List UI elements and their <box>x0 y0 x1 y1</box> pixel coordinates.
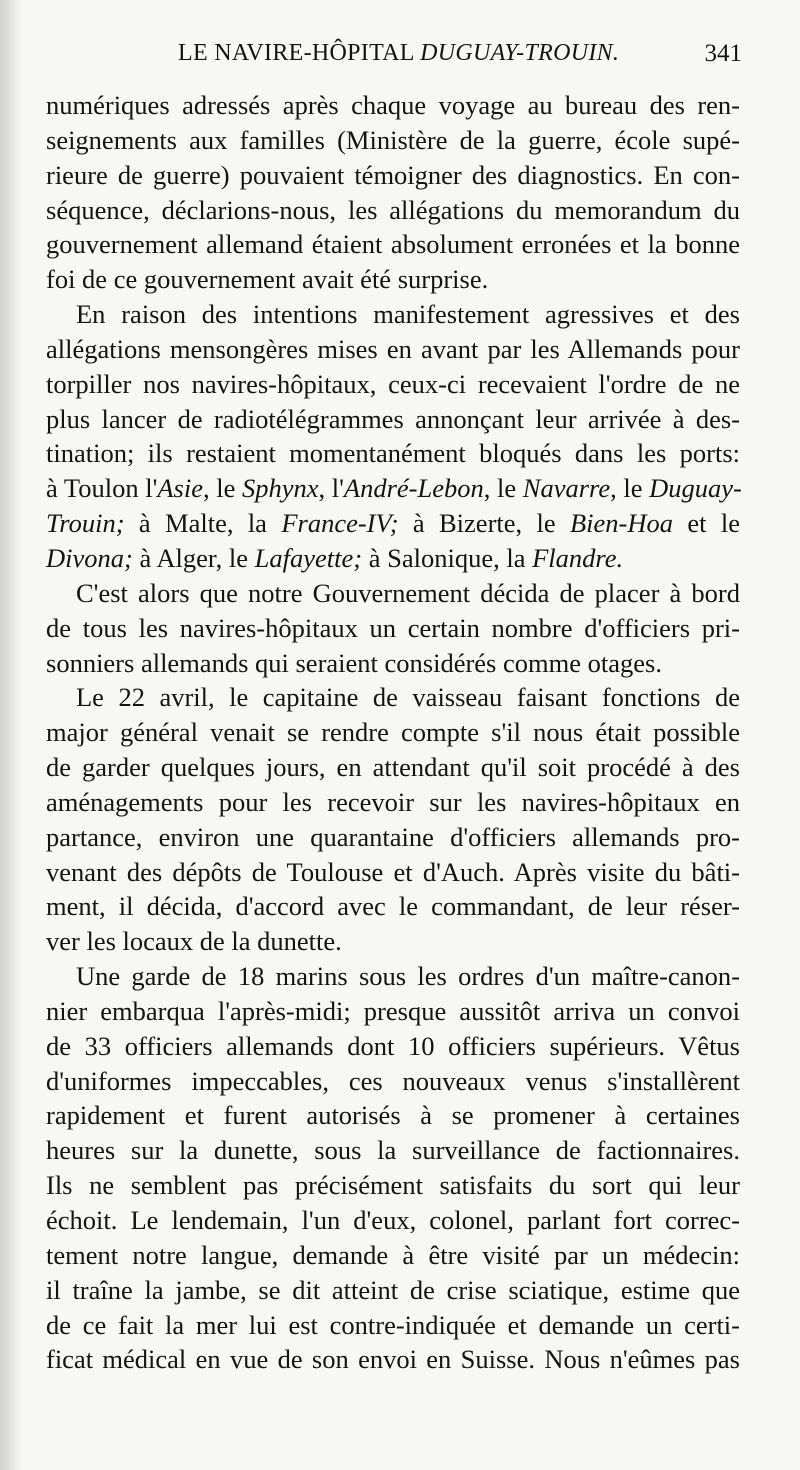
text-line: de ce fait la mer lui est contre-indiquée et demande un certi- <box>46 1309 740 1340</box>
ship-name: Flandre. <box>532 542 624 573</box>
text-line: d'uniformes impeccables, ces nouveaux venus s'installèrent <box>46 1065 740 1096</box>
text-line: tement notre langue, demande à être visité par un médecin: <box>46 1239 740 1270</box>
ship-name: André-Lebon <box>343 473 484 504</box>
text-line: torpiller nos navires-hôpitaux, ceux-ci recevaient l'ordre de ne <box>46 368 740 399</box>
text-run: , l' <box>318 473 344 504</box>
page-edge-shadow <box>0 0 22 1470</box>
text-line: de tous les navires-hôpitaux un certain nombre d'officiers pri- <box>46 612 740 643</box>
text-line: foi de ce gouvernement avait été surprise. <box>46 264 489 295</box>
running-head-ship: DUGUAY-TROUIN. <box>420 40 620 66</box>
text-line-mixed <box>46 541 740 576</box>
text-run: à Toulon l' <box>46 473 158 504</box>
text-line: allégations mensongères mises en avant par les Allemands pour <box>46 333 740 364</box>
text-run: à Salonique, la <box>362 542 533 573</box>
text-line: nier embarqua l'après-midi; presque aussitôt arriva un convoi <box>46 995 740 1026</box>
text-line: ficat médical en vue de son envoi en Suisse. Nous n'eûmes pas <box>46 1344 740 1375</box>
text-line: partance, environ une quarantaine d'officiers allemands pro- <box>46 821 740 852</box>
text-line: séquence, déclarions-nous, les allégations du memorandum du <box>46 194 740 225</box>
text-line: aménagements pour les recevoir sur les navires-hôpitaux en <box>46 786 740 817</box>
text-run: , le <box>483 473 523 504</box>
text-line: rapidement et furent autorisés à se promener à certaines <box>46 1100 740 1131</box>
ship-name: Lafayette; <box>254 542 363 573</box>
text-line: Ils ne semblent pas précisément satisfaits du sort qui leur <box>46 1170 740 1201</box>
text-line: Une garde de 18 marins sous les ordres d'un maître-canon- <box>76 961 740 992</box>
text-line: de 33 officiers allemands dont 10 officiers supérieurs. Vêtus <box>46 1030 740 1061</box>
text-line: seignements aux familles (Ministère de la guerre, école supé- <box>46 124 740 155</box>
ship-name: Asie <box>157 473 203 504</box>
text-line: heures sur la dunette, sous la surveillance de factionnaires. <box>46 1135 740 1166</box>
ship-name: Sphynx <box>242 473 319 504</box>
ship-name: Divona; <box>46 542 133 573</box>
text-line: ment, il décida, d'accord avec le commandant, de leur réser- <box>46 891 740 922</box>
text-line: venant des dépôts de Toulouse et d'Auch. Après visite du bâti- <box>46 856 740 887</box>
text-run: et le <box>673 508 740 539</box>
ship-name: Trouin; <box>46 508 125 539</box>
text-line: de garder quelques jours, en attendant qu'il soit procédé à des <box>46 752 740 783</box>
ship-name: Duguay- <box>649 473 742 504</box>
text-line: numériques adressés après chaque voyage au bureau des ren- <box>46 90 740 120</box>
text-line-mixed <box>46 506 740 541</box>
running-header <box>0 36 800 76</box>
text-run: à Alger, le <box>132 542 255 573</box>
text-line: échoit. Le lendemain, l'un d'eux, colonel, parlant fort correc- <box>46 1205 740 1235</box>
text-line: Le 22 avril, le capitaine de vaisseau faisant fonctions de <box>76 682 740 713</box>
text-line: gouvernement allemand étaient absolument erronées et la bonne <box>46 229 740 260</box>
text-line: il traîne la jambe, se dit atteint de crise sciatique, estime que <box>46 1274 740 1305</box>
text-line: plus lancer de radiotélégrammes annonçant leur arrivée à des- <box>46 403 740 434</box>
text-line-mixed <box>46 471 740 506</box>
text-run: , le <box>203 473 242 504</box>
text-line: C'est alors que notre Gouvernement décida de placer à bord <box>76 577 740 608</box>
ship-name: Bien-Hoa <box>570 508 674 539</box>
text-run: , le <box>610 473 650 504</box>
running-head-title <box>178 40 619 67</box>
text-line: major général venait se rendre compte s'il nous était possible <box>46 717 740 748</box>
text-run: à Malte, la <box>124 508 282 539</box>
text-run: à Bizerte, le <box>398 508 570 539</box>
page-number: 341 <box>704 40 742 67</box>
text-line: En raison des intentions manifestement agressives et des <box>76 299 740 330</box>
text-line: ver les locaux de la dunette. <box>46 926 342 957</box>
ship-name: Navarre <box>522 473 611 504</box>
text-line: tination; ils restaient momentanément bloqués dans les ports: <box>46 438 740 469</box>
running-head-prefix: LE NAVIRE-HÔPITAL <box>178 40 414 66</box>
body-text <box>46 88 740 1377</box>
text-line: sonniers allemands qui seraient considérés comme otages. <box>46 647 662 678</box>
text-line: rieure de guerre) pouvaient témoigner des diagnostics. En con- <box>46 159 740 190</box>
ship-name: France-IV; <box>281 508 399 539</box>
